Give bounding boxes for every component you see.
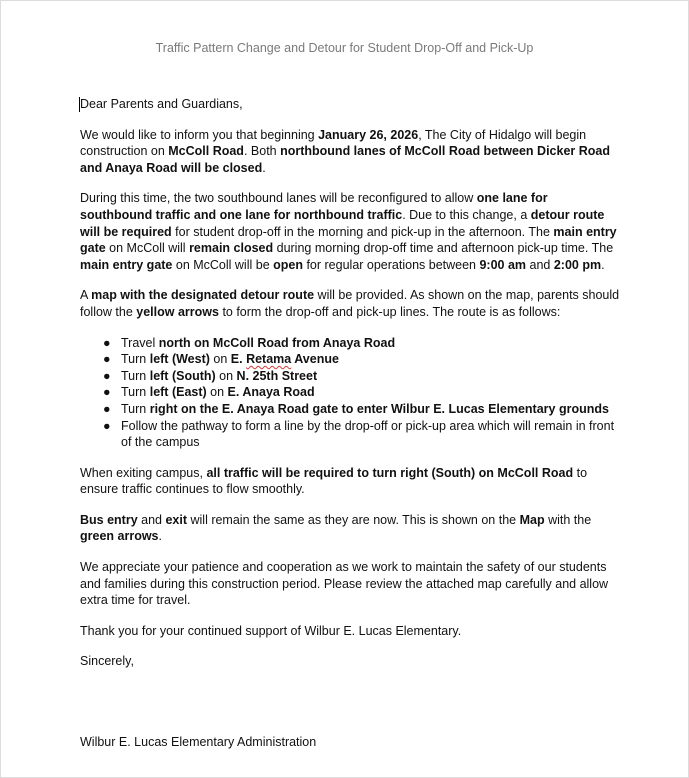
text-run: Turn [121,368,150,383]
bold-text-run: E. Anaya Road [227,385,315,400]
bullet-icon: ● [103,368,111,383]
text-run: on McColl will be [172,257,274,272]
bold-text-run: McColl Road [168,144,244,159]
signature-line: Wilbur E. Lucas Elementary Administration [80,735,317,750]
thanks-line: Thank you for your continued support of Wilbur E. Lucas Elementary. [80,623,462,638]
bold-text-run: left (East) [149,385,207,400]
bold-text-run: one lane for southbound traffic and one lane for northbound traffic [80,191,548,222]
text-run: Travel [121,335,159,350]
bold-text-run: northbound lanes of McColl Road between Dicker Road and Anaya Road will be closed [80,144,610,175]
route-step-item [80,401,620,418]
text-cursor [79,97,80,112]
text-run: to ensure traffic continues to flow smoothly. [80,465,588,497]
bold-text-run: main entry gate [80,224,617,256]
page-header-title: Traffic Pattern Change and Detour for Student Drop-Off and Pick-Up [155,41,534,55]
bold-text-run: open [273,257,303,272]
text-run: will be provided. As shown on the map, parents should follow the [80,288,620,319]
bold-text-run: Avenue [291,352,339,367]
text-run: During this time, the two southbound lanes will be reconfigured to allow [80,191,477,206]
paragraph-exit-instructions [80,465,620,498]
text-run: on McColl will [105,241,190,256]
text-run: . [158,529,162,544]
route-step-item [80,335,620,352]
bold-text-run: E. [230,352,247,367]
letter-body [80,96,620,751]
bold-text-run: Map [519,512,545,527]
bold-text-run: yellow arrows [136,304,219,319]
route-step-item [80,351,620,368]
text-run: A [80,288,92,303]
paragraph-construction-notice [80,127,620,177]
text-run: Turn [121,352,150,367]
text-run: for student drop-off in the morning and pick-up in the afternoon. The [171,224,554,239]
bold-text-run: right on the E. Anaya Road gate to enter Wilbur E. Lucas Elementary grounds [149,401,609,416]
bullet-icon: ● [103,352,111,367]
text-run: . [262,160,266,175]
text-run: and [137,512,166,527]
text-run: . Both [243,144,281,159]
bold-text-run: exit [165,512,188,527]
text-run: We appreciate your patience and cooperation as we work to maintain the safety of our students and families during this construction period. Please review the attached map carefully and allow extra time for travel. [80,560,609,608]
bold-text-run: Bus entry [80,512,138,527]
text-run: will remain the same as they are now. This is shown on the [187,512,520,527]
text-run: on [215,368,237,383]
bold-text-run: 9:00 am [479,257,527,272]
paragraph-bus-info [80,512,620,545]
route-step-item [80,418,620,451]
bold-text-run: 2:00 pm [553,257,602,272]
paragraph-detour-details [80,190,620,273]
closing-line: Sincerely, [80,654,134,669]
bold-text-run: left (South) [149,368,216,383]
text-run: , The City of Hidalgo will begin construction on [80,127,587,159]
bold-text-run: all traffic will be required to turn right (South) on McColl Road [206,465,574,480]
text-run: Follow the pathway to form a line by the drop-off or pick-up area which will remain in front of the campus [121,418,615,450]
bold-text-run: detour route will be required [80,207,605,239]
spellcheck-flagged-word: Retama [246,352,292,367]
text-run: We would like to inform you that beginning [80,127,319,142]
bullet-icon: ● [103,418,111,433]
bullet-icon: ● [103,401,111,416]
bullet-icon: ● [103,335,111,350]
text-run: . [601,257,605,272]
text-run: Turn [121,385,150,400]
bold-text-run: remain closed [189,241,274,256]
text-run: When exiting campus, [80,465,207,480]
text-run: during morning drop-off time and afternoon pick-up time. The [273,241,614,256]
route-step-item [80,384,620,401]
route-step-item [80,368,620,385]
bold-text-run: main entry gate [80,257,173,272]
text-run: on [209,352,231,367]
text-run: to form the drop-off and pick-up lines. The route is as follows: [218,304,561,319]
text-run: on [206,385,228,400]
text-run: for regular operations between [302,257,480,272]
bold-text-run: N. 25th Street [236,368,318,383]
greeting-line[interactable] [80,96,620,113]
bold-text-run: north on McColl Road from Anaya Road [158,335,396,350]
paragraph-map-info [80,287,620,320]
greeting-text: Dear Parents and Guardians, [80,97,243,111]
route-list [80,335,620,451]
text-run: . Due to this change, a [402,207,531,222]
bullet-icon: ● [103,385,111,400]
paragraph-appreciation [80,559,620,609]
text-run: with the [544,512,592,527]
bold-text-run: green arrows [80,529,159,544]
bold-text-run: map with the designated detour route [91,288,315,303]
bold-text-run: left (West) [149,352,210,367]
bold-text-run: January 26, 2026 [318,127,419,142]
text-run: Turn [121,401,150,416]
text-run: and [526,257,554,272]
